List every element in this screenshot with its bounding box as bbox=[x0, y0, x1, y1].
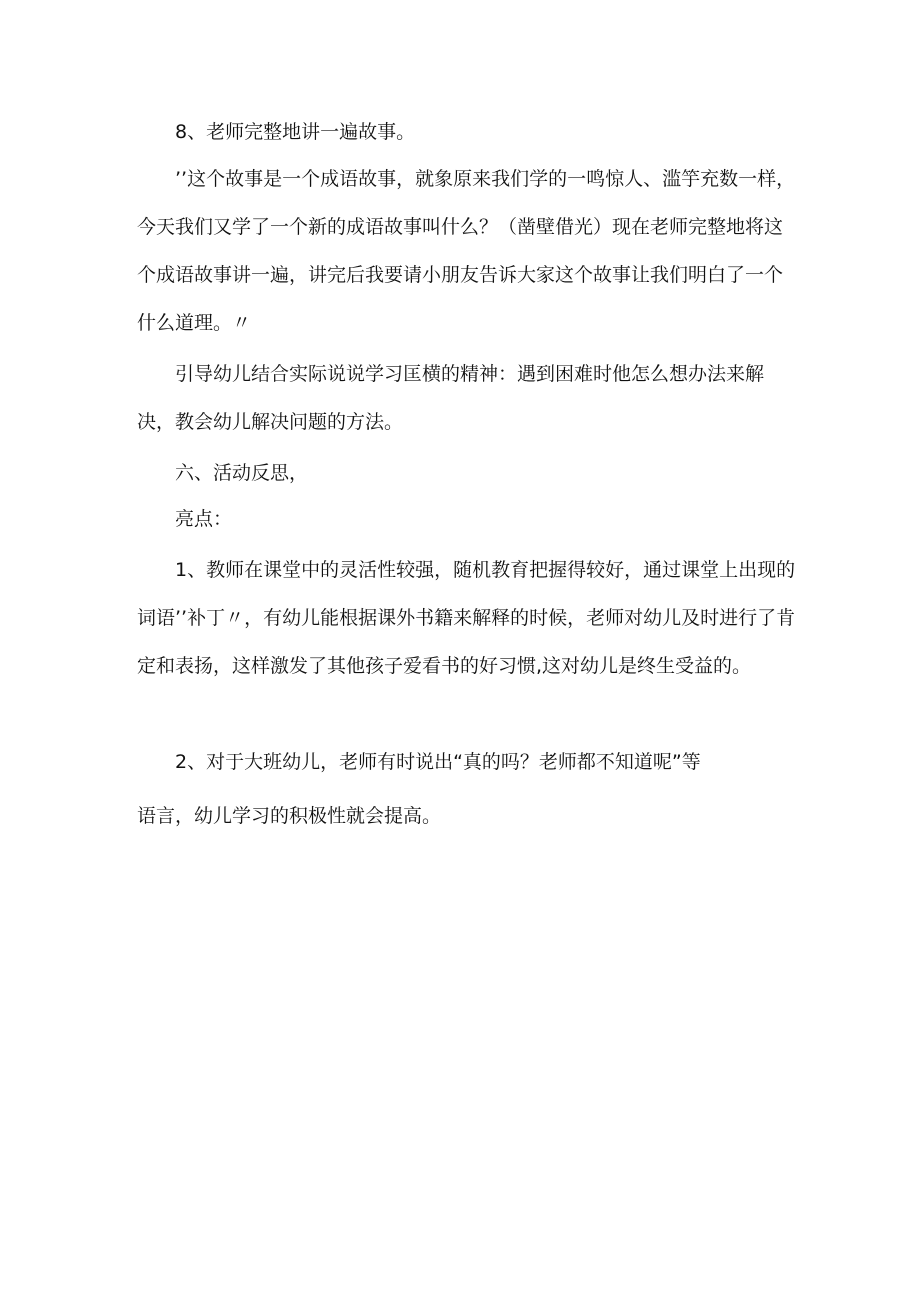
section-6-heading: 六、活动反思， bbox=[175, 462, 309, 484]
highlight-point-1: 1、教师在课堂中的灵活性较强，随机教育把握得较好，通过课堂上出现的词语’’补丁〃，有幼儿能根据课外书籍来解释的时候，老师对幼儿及时进行了肯定和表扬，这样激发了其他孩子爱看书的好习惯,这对幼儿是终生受益的。 bbox=[137, 559, 796, 677]
highlight-point-2-line-1: 2、对于大班幼儿，老师有时说出“真的吗？老师都不知道呢”等 bbox=[175, 751, 701, 773]
highlight-point-2-line-2: 语言，幼儿学习的积极性就会提高。 bbox=[137, 805, 442, 827]
highlights-label: 亮点： bbox=[175, 508, 233, 530]
guide-paragraph: 引导幼儿结合实际说说学习匡横的精神：遇到困难时他怎么想办法来解决，教会幼儿解决问题的方法。 bbox=[137, 363, 765, 433]
story-quote-paragraph: ’’这个故事是一个成语故事，就象原来我们学的一鸣惊人、滥竽充数一样，今天我们又学了一个新的成语故事叫什么？（凿壁借光）现在老师完整地将这个成语故事讲一遍，讲完后我要请小朋友告诉大家这个故事让我们明白了一个什么道理。〃 bbox=[137, 168, 796, 334]
step-8-heading: 8、老师完整地讲一遍故事。 bbox=[175, 121, 416, 143]
